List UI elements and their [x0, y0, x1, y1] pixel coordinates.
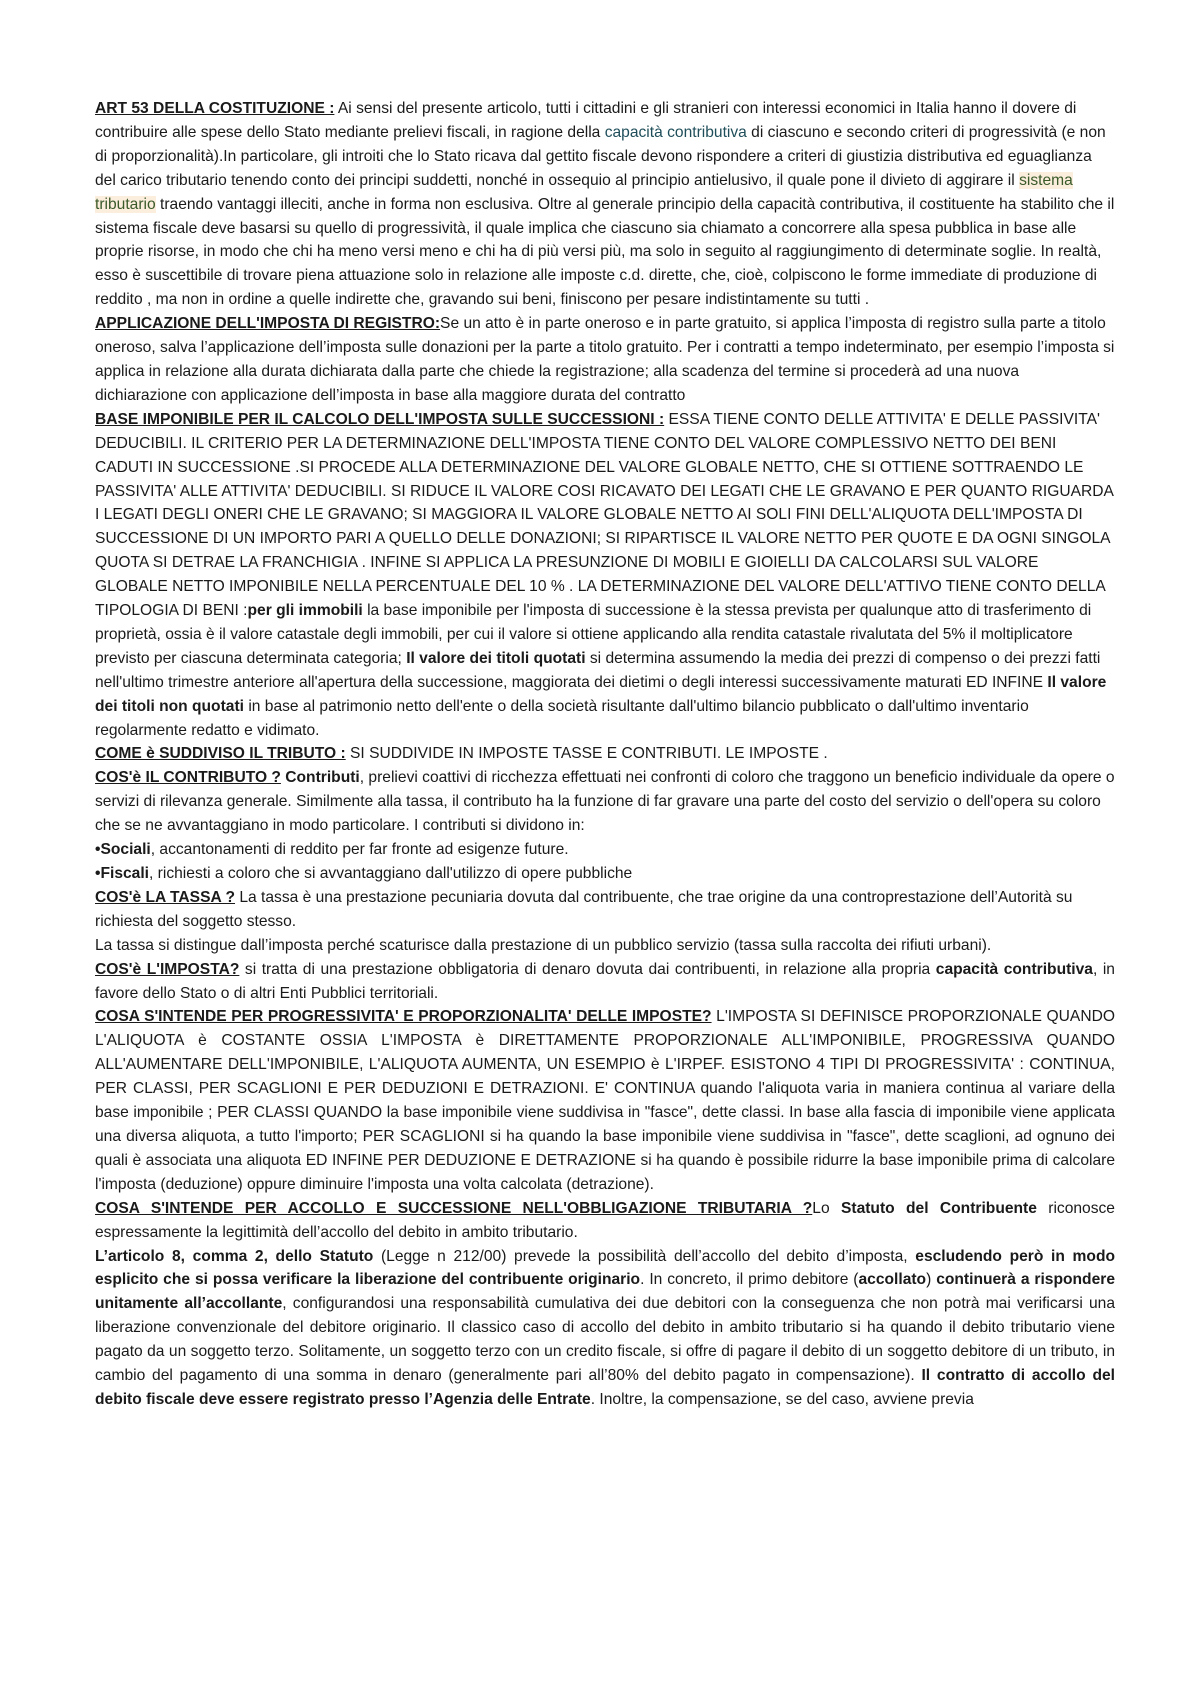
paragraph-accollo: COSA S'INTENDE PER ACCOLLO E SUCCESSIONE NELL'OBBLIGAZIONE TRIBUTARIA ?Lo Statuto del Contribuente riconosce espressamente la legittimità dell’accollo del debito in ambito tributario.: [95, 1199, 1115, 1241]
paragraph-tributo: COME è SUDDIVISO IL TRIBUTO : SI SUDDIVIDE IN IMPOSTE TASSE E CONTRIBUTI. LE IMPOSTE .: [95, 745, 828, 763]
heading-tassa: COS'è LA TASSA ?: [95, 888, 236, 906]
link-sistema-tributario[interactable]: sistema tributario: [95, 171, 1073, 213]
heading-contributo: COS'è IL CONTRIBUTO ?: [95, 769, 281, 787]
heading-progressivita: COSA S'INTENDE PER PROGRESSIVITA' E PROPORZIONALITA' DELLE IMPOSTE?: [95, 1008, 712, 1026]
paragraph-tassa: COS'è LA TASSA ? La tassa è una prestazione pecuniaria dovuta dal contribuente, che trae origine da una controprestazione dell’Autorità su richiesta del soggetto stesso.: [95, 888, 1073, 930]
heading-accollo: COSA S'INTENDE PER ACCOLLO E SUCCESSIONE NELL'OBBLIGAZIONE TRIBUTARIA ?: [95, 1199, 813, 1217]
list-item-sociali: •Sociali, accantonamenti di reddito per far fronte ad esigenze future.: [95, 841, 569, 859]
paragraph-progressivita: COSA S'INTENDE PER PROGRESSIVITA' E PROPORZIONALITA' DELLE IMPOSTE? L'IMPOSTA SI DEFINISCE PROPORZIONALE QUANDO L'ALIQUOTA è COSTANTE OSSIA L'IMPOSTA è DIRETTAMENTE PROPORZIONALE ALL'IMPONIBILE, PROGRESSIVA QUANDO ALL'AUMENTARE DELL'IMPONIBILE, L'ALIQUOTA AUMENTA, UN ESEMPIO è L'IRPEF. ESISTONO 4 TIPI DI PROGRESSIVITA' : CONTINUA, PER CLASSI, PER SCAGLIONI E PER DEDUZIONI E DETRAZIONI. E' CONTINUA quando l'aliquota varia in maniera continua al variare della base imponibile ; PER CLASSI QUANDO la base imponibile viene suddivisa in "fasce", dette classi. In base alla fascia di imponibile viene applicata una diversa aliquota, a tutto l'importo; PER SCAGLIONI si ha quando la base imponibile viene suddivisa in "fasce", dette scaglioni, ad ognuno dei quali è associata una aliquota ED INFINE PER DEDUZIONE E DETRAZIONE si ha quando è possibile ridurre la base imponibile prima di calcolare l'imposta (deduzione) oppure diminuire l'imposta una volta calcolata (detrazione).: [95, 1008, 1115, 1193]
paragraph-contributo: COS'è IL CONTRIBUTO ? Contributi, prelievi coattivi di ricchezza effettuati nei confronti di coloro che traggono un beneficio individuale da opere o servizi di rilevanza generale. Similmente alla tassa, il contributo ha la funzione di far gravare una parte del costo del servizio o dell'opera su coloro che se ne avvantaggiano in modo particolare. I contributi si dividono in:: [95, 769, 1115, 835]
heading-imposta-registro: APPLICAZIONE DELL'IMPOSTA DI REGISTRO:: [95, 315, 441, 333]
heading-imposta: COS'è L'IMPOSTA?: [95, 960, 240, 978]
paragraph-articolo-8: L’articolo 8, comma 2, dello Statuto (Legge n 212/00) prevede la possibilità dell’accollo del debito d’imposta, escludendo però in modo esplicito che si possa verificare la liberazione del contribuente originario. In concreto, il primo debitore (accollato) continuerà a rispondere unitamente all’accollante, configurandosi una responsabilità cumulativa dei due debitori con la conseguenza che non potrà mai verificarsi una liberazione convenzionale del debitore originario. Il classico caso di accollo del debito in ambito tributario si ha quando il debito tributario viene pagato da un soggetto terzo. Solitamente, un soggetto terzo con un credito fiscale, si offre di pagare il debito di un soggetto debitore di un tributo, in cambio del pagamento di una somma in denaro (generalmente pari all’80% del debito pagato in compensazione). Il contratto di accollo del debito fiscale deve essere registrato presso l’Agenzia delle Entrate. Inoltre, la compensazione, se del caso, avviene previa: [95, 1247, 1115, 1408]
paragraph-tassa-distinzione: La tassa si distingue dall’imposta perché scaturisce dalla prestazione di un pubblico servizio (tassa sulla raccolta dei rifiuti urbani).: [95, 936, 992, 954]
bullet-icon: •: [95, 865, 101, 882]
document-page: [95, 97, 1115, 1412]
paragraph-base-imponibile: BASE IMPONIBILE PER IL CALCOLO DELL'IMPOSTA SULLE SUCCESSIONI : ESSA TIENE CONTO DELLE ATTIVITA' E DELLE PASSIVITA' DEDUCIBILI. IL CRITERIO PER LA DETERMINAZIONE DELL'IMPOSTA TIENE CONTO DEL VALORE COMPLESSIVO NETTO DEI BENI CADUTI IN SUCCESSIONE .SI PROCEDE ALLA DETERMINAZIONE DEL VALORE GLOBALE NETTO, CHE SI OTTIENE SOTTRAENDO LE PASSIVITA' ALLE ATTIVITA' DEDUCIBILI. SI RIDUCE IL VALORE COSI RICAVATO DEI LEGATI CHE LE GRAVANO E PER QUANTO RIGUARDA I LEGATI DEGLI ONERI CHE LE GRAVANO; SI MAGGIORA IL VALORE GLOBALE NETTO AI SOLI FINI DELL'ALIQUOTA DELL'IMPOSTA DI SUCCESSIONE DI UN IMPORTO PARI A QUELLO DELLE DONAZIONI; SI RIPARTISCE IL VALORE NETTO PER QUOTE E DA OGNI SINGOLA QUOTA SI DETRAE LA FRANCHIGIA . INFINE SI APPLICA LA PRESUNZIONE DI MOBILI E GIOIELLI DA CALCOLARSI SUL VALORE GLOBALE NETTO IMPONIBILE NELLA PERCENTUALE DEL 10 % . LA DETERMINAZIONE DEL VALORE DELL'ATTIVO TIENE CONTO DELLA TIPOLOGIA DI BENI :per gli immobili la base imponibile per l'imposta di successione è la stessa prevista per qualunque atto di trasferimento di proprietà, ossia è il valore catastale degli immobili, per cui il valore si ottiene applicando alla rendita catastale rivalutata del 5% il moltiplicatore previsto per ciascuna determinata categoria; Il valore dei titoli quotati si determina assumendo la media dei prezzi di compenso o dei prezzi fatti nell'ultimo trimestre anteriore all'apertura della successione, maggiorata dei dietimi o degli interessi successivamente maturati ED INFINE Il valore dei titoli non quotati in base al patrimonio netto dell'ente o della società risultante dall'ultimo bilancio pubblicato o dall'ultimo inventario regolarmente redatto e vidimato.: [95, 410, 1114, 739]
bullet-icon: •: [95, 841, 101, 859]
heading-art-53: ART 53 DELLA COSTITUZIONE :: [95, 100, 335, 117]
link-capacita-contributiva[interactable]: capacità contributiva: [604, 123, 747, 141]
heading-base-imponibile: BASE IMPONIBILE PER IL CALCOLO DELL'IMPOSTA SULLE SUCCESSIONI :: [95, 410, 665, 428]
paragraph-art-53: ART 53 DELLA COSTITUZIONE : Ai sensi del presente articolo, tutti i cittadini e gli stranieri con interessi economici in Italia hanno il dovere di contribuire alle spese dello Stato mediante prelievi fiscali, in ragione della capacità contributiva di ciascuno e secondo criteri di progressività (e non di proporzionalità).In particolare, gli introiti che lo Stato ricava dal gettito fiscale devono rispondere a criteri di giustizia distributiva ed eguaglianza del carico tributario tenendo conto dei principi suddetti, nonché in ossequio al principio antielusivo, il quale pone il divieto di aggirare il sistema tributario traendo vantaggi illeciti, anche in forma non esclusiva. Oltre al generale principio della capacità contributiva, il costituente ha stabilito che il sistema fiscale deve basarsi su quello di progressività, il quale implica che ciascuno sia chiamato a concorrere alla spesa pubblica in base alle proprie risorse, in modo che chi ha meno versi meno e chi ha di più versi più, ma solo in seguito al raggiungimento di determinate soglie. In realtà, esso è suscettibile di trovare piena attuazione solo in relazione alle imposte c.d. dirette, che, cioè, colpiscono le forme immediate di produzione di reddito , ma non in ordine a quelle indirette che, gravando sui beni, finiscono per pesare indistintamente su tutti .: [95, 100, 1115, 309]
heading-tributo: COME è SUDDIVISO IL TRIBUTO :: [95, 745, 346, 763]
list-item-fiscali: •Fiscali, richiesti a coloro che si avvantaggiano dall'utilizzo di opere pubbliche: [95, 865, 633, 882]
paragraph-imposta-registro: APPLICAZIONE DELL'IMPOSTA DI REGISTRO:Se un atto è in parte oneroso e in parte gratuito, si applica l’imposta di registro sulla parte a titolo oneroso, salva l’applicazione dell’imposta sulle donazioni per la parte a titolo gratuito. Per i contratti a tempo indeterminato, per esempio l’imposta si applica in relazione alla durata dichiarata dalla parte che chiede la registrazione; alla scadenza del termine si procederà ad una nuova dichiarazione con applicazione dell’imposta in base alla maggiore durata del contratto: [95, 315, 1115, 404]
paragraph-imposta: COS'è L'IMPOSTA? si tratta di una prestazione obbligatoria di denaro dovuta dai contribuenti, in relazione alla propria capacità contributiva, in favore dello Stato o di altri Enti Pubblici territoriali.: [95, 960, 1115, 1002]
